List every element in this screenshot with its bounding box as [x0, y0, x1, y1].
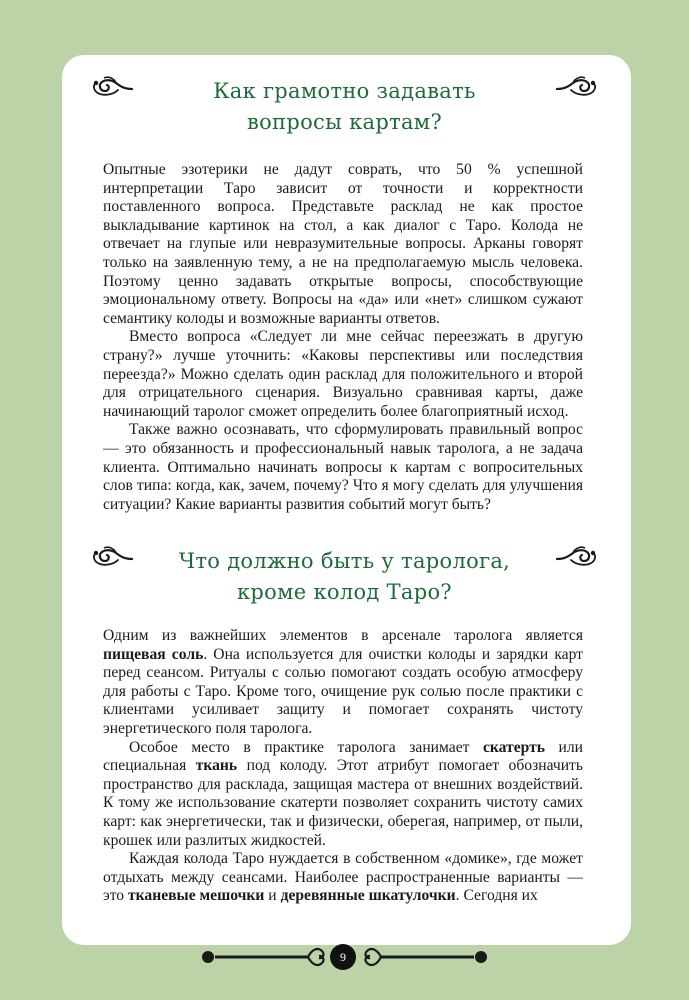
text-run: и	[264, 887, 281, 905]
text-run: . Сегодня их	[455, 887, 538, 905]
text-run: . Она используется для очистки колоды и зарядки карт перед сеансом. Ритуалы с солью помогают создать особую атмосферу для работы с Таро. Кроме того, очищение рук солью после практики с клиентами усиливает защиту и помогает сохранять чистоту энергетического поля таролога.	[103, 645, 583, 737]
section1-title-line1: Как грамотно задавать	[213, 79, 476, 103]
section1-body	[103, 161, 583, 514]
text-run: под колоду. Этот атрибут помогает обозначить пространство для расклада, защищая мастера от внешних воздействий. К тому же использование скатерти позволяет сохранить чистоту самих карт: как энергетически, так и физически, оберегая, например, от пыли, крошек или разлитых жидкостей.	[103, 757, 583, 849]
bold-term-tablecloth: скатерть	[482, 738, 545, 756]
section1-paragraph-3: Также важно осознавать, что сформулировать правильный вопрос — это обязанность и профессиональный навык таролога, а не задача клиента. Оптимально начинать вопросы к картам с вопросительных слов типа: когда, как, зачем, почему? Что я могу сделать для улучшения ситуации? Какие варианты развития событий могут быть?	[103, 421, 583, 513]
section2-paragraph-2	[103, 739, 583, 851]
text-run: или специальная	[103, 738, 583, 775]
text-run: Особое место в практике таролога занимает	[129, 738, 483, 756]
section2-title-line2: кроме колод Таро?	[237, 580, 452, 604]
section1-paragraph-2: Вместо вопроса «Следует ли мне сейчас переезжать в другую страну?» лучше уточнить: «Каковы перспективы или последствия переезда?» Можно сделать один расклад для положительного и второй для отрицательного сценария. Визуально сравнивая карты, даже начинающий таролог сможет определить более благоприятный исход.	[103, 328, 583, 420]
text-run: Каждая колода Таро нуждается в собственном «домике», где может отдыхать между сеансами. Наиболее распространенные варианты — это	[103, 850, 583, 905]
bold-term-salt: пищевая соль	[103, 645, 204, 663]
section1-title-line2: вопросы картам?	[246, 110, 443, 134]
bold-term-fabric: ткань	[195, 757, 238, 775]
bold-term-pouches: тканевые мешочки	[128, 887, 265, 905]
section2-title-line1: Что должно быть у таролога,	[178, 549, 511, 573]
text-run: Одним из важнейших элементов в арсенале таролога является	[103, 627, 583, 644]
section2-paragraph-3	[103, 850, 583, 906]
section1-paragraph-1: Опытные эзотерики не дадут соврать, что 50 % успешной интерпретации Таро зависит от точности и корректности поставленного вопроса. Представьте расклад не как простое выкладывание картинок на стол, а как диалог с Таро. Колода не отвечает на глупые или невразумительные вопросы. Арканы говорят только на заявленную тему, а не на предполагаемую мысль человека. Поэтому ценно задавать открытые вопросы, способствующие эмоциональному ответу. Вопросы на «да» или «нет» слишком сужают семантику колоды и возможные варианты ответов.	[103, 161, 583, 327]
section2-paragraph-1	[103, 627, 583, 739]
section2-title	[0, 546, 689, 608]
section1-title	[0, 76, 689, 138]
bold-term-boxes: деревянные шкатулочки	[280, 887, 456, 905]
page-number: 9	[330, 944, 356, 970]
section2-body	[103, 627, 583, 906]
